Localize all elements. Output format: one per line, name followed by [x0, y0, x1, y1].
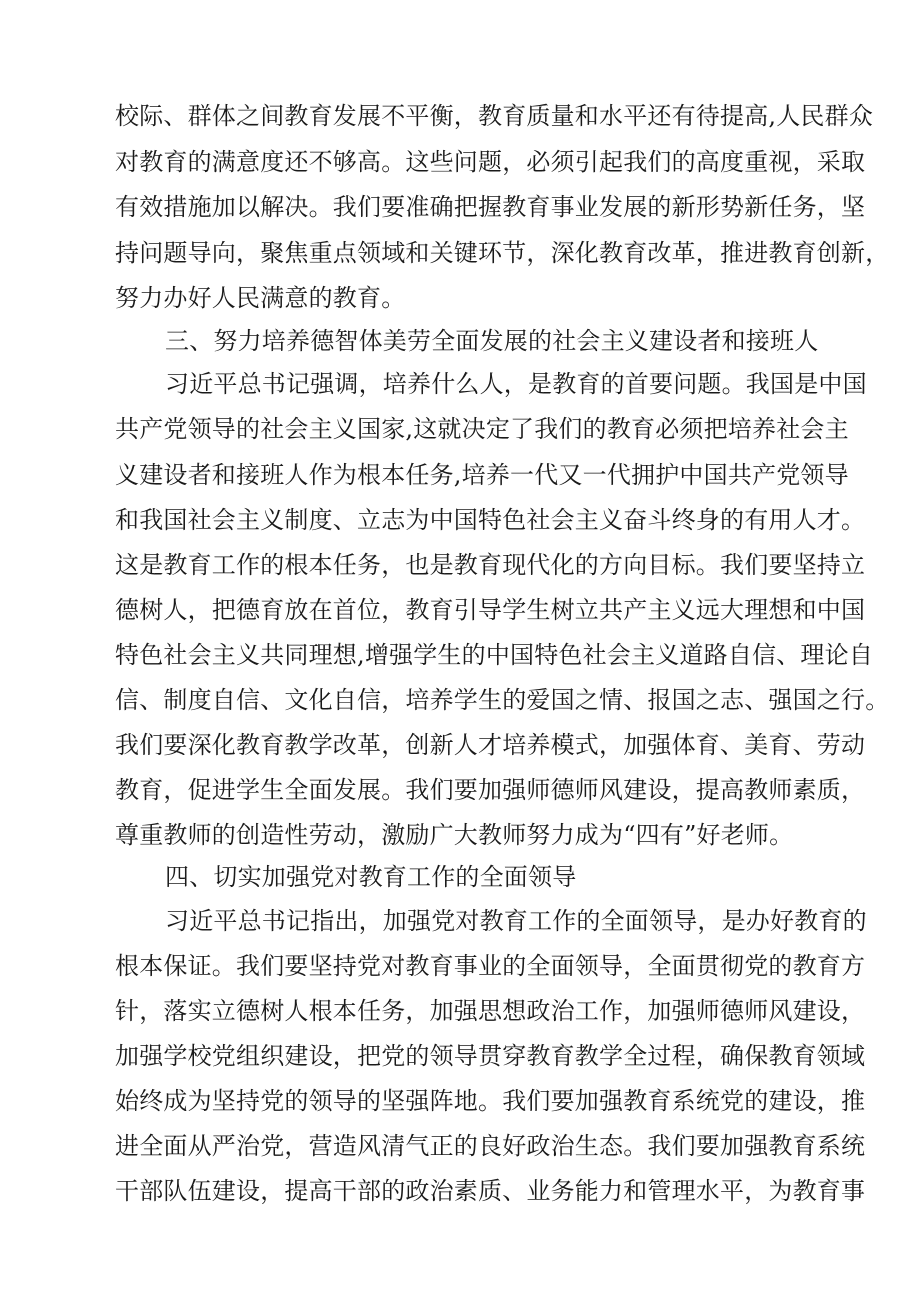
section-heading-3: 三、努力培养德智体美劳全面发展的社会主义建设者和接班人 [165, 327, 819, 355]
text-line: 持问题导向，聚焦重点领域和关键环节，深化教育改革，推进教育创新， [115, 239, 890, 267]
text-line: 尊重教师的创造性劳动，激励广大教师努力成为“四有”好老师。 [115, 821, 794, 849]
text-line: 习近平总书记强调，培养什么人，是教育的首要问题。我国是中国 [165, 370, 867, 398]
text-line: 德树人，把德育放在首位，教育引导学生树立共产主义远大理想和中国 [115, 596, 866, 624]
text-line: 习近平总书记指出，加强党对教育工作的全面领导，是办好教育的 [165, 907, 867, 935]
text-line: 特色社会主义共同理想,增强学生的中国特色社会主义道路自信、理论自 [115, 641, 874, 669]
text-line: 有效措施加以解决。我们要准确把握教育事业发展的新形势新任务，坚 [115, 193, 866, 221]
text-line: 共产党领导的社会主义国家,这就决定了我们的教育必须把培养社会主 [115, 415, 849, 443]
text-line: 校际、群体之间教育发展不平衡，教育质量和水平还有待提高,人民群众 [115, 102, 874, 130]
text-line: 努力办好人民满意的教育。 [115, 284, 406, 312]
text-line: 始终成为坚持党的领导的坚强阵地。我们要加强教育系统党的建设，推 [115, 1087, 866, 1115]
text-line: 进全面从严治党，营造风清气正的良好政治生态。我们要加强教育系统 [115, 1132, 866, 1160]
text-line: 干部队伍建设，提高干部的政治素质、业务能力和管理水平，为教育事 [115, 1177, 866, 1205]
text-line: 信、制度自信、文化自信，培养学生的爱国之情、报国之志、强国之行。 [115, 686, 890, 714]
text-line: 加强学校党组织建设，把党的领导贯穿教育教学全过程，确保教育领域 [115, 1042, 866, 1070]
section-heading-4: 四、切实加强党对教育工作的全面领导 [165, 863, 577, 891]
text-line: 教育，促进学生全面发展。我们要加强师德师风建设，提高教师素质， [115, 776, 866, 804]
text-line: 对教育的满意度还不够高。这些问题，必须引起我们的高度重视，采取 [115, 148, 866, 176]
text-line: 义建设者和接班人作为根本任务,培养一代又一代拥护中国共产党领导 [115, 461, 849, 489]
text-line: 根本保证。我们要坚持党对教育事业的全面领导，全面贯彻党的教育方 [115, 952, 866, 980]
text-line: 我们要深化教育教学改革，创新人才培养模式，加强体育、美育、劳动 [115, 731, 866, 759]
text-line: 这是教育工作的根本任务，也是教育现代化的方向目标。我们要坚持立 [115, 551, 866, 579]
text-line: 针，落实立德树人根本任务，加强思想政治工作，加强师德师风建设， [115, 997, 866, 1025]
text-line: 和我国社会主义制度、立志为中国特色社会主义奋斗终身的有用人才。 [115, 506, 866, 534]
